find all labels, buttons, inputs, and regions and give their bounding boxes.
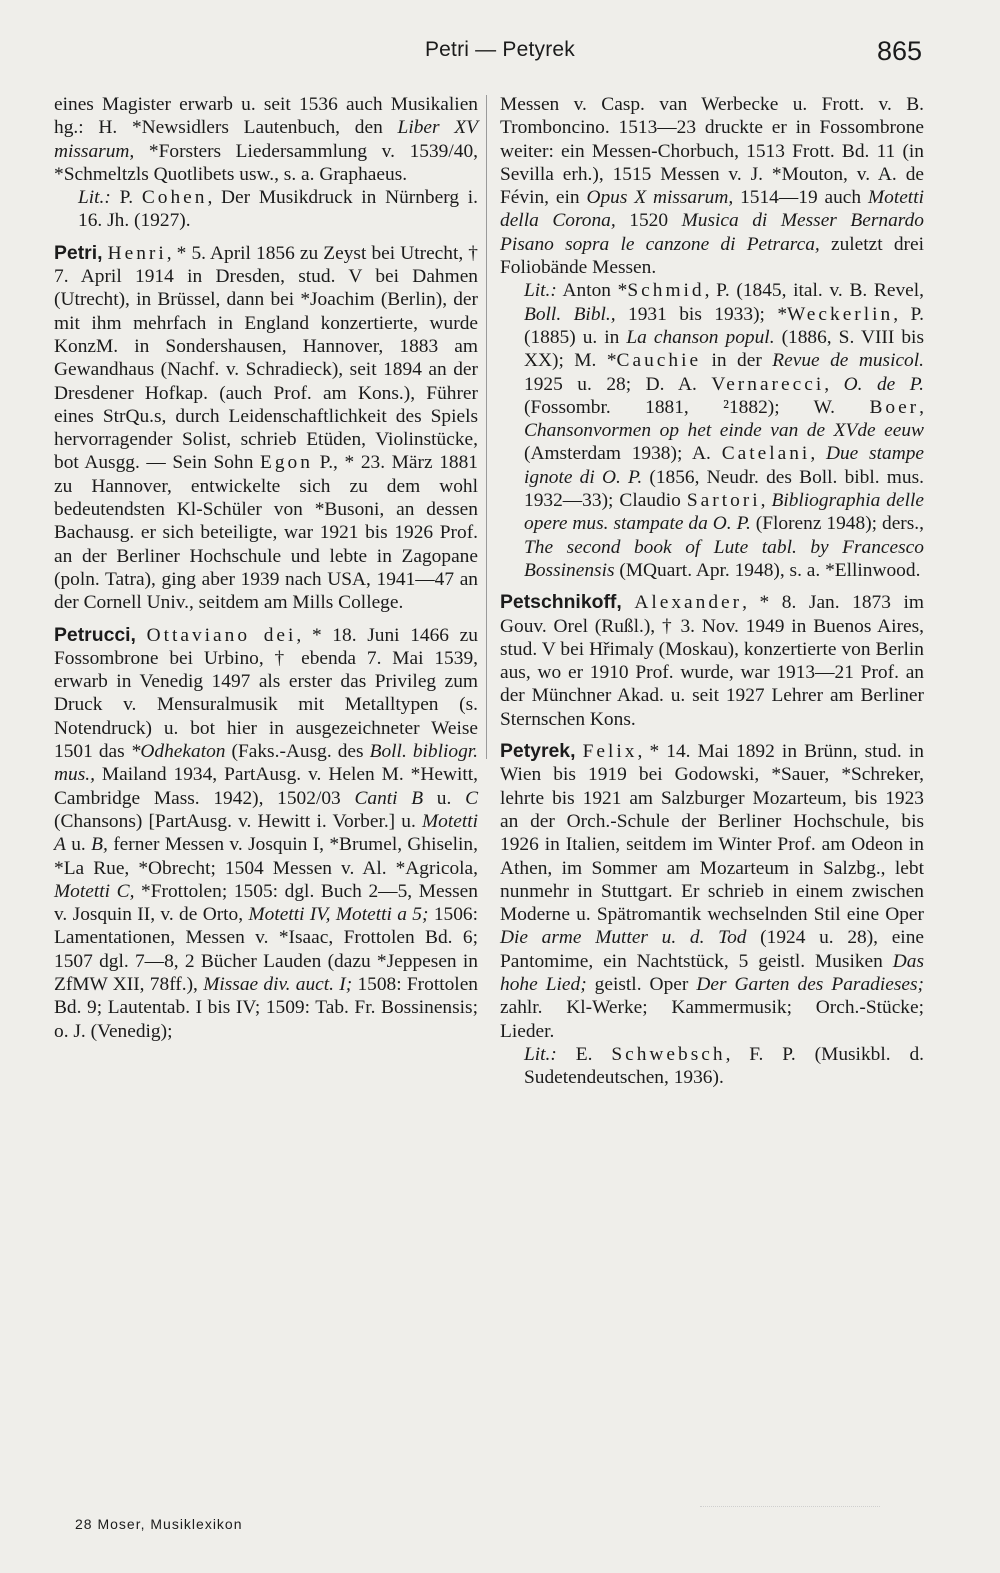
text-run: 1931 bis 1933); * <box>615 303 788 325</box>
text-run: 1514—19 auch <box>733 187 868 209</box>
literature-note <box>500 279 924 582</box>
text-run: , F. P. (Musikbl. d. Sudetendeutschen, 1936). <box>524 1043 924 1089</box>
text-run: Messen v. Casp. van Werbecke u. Frott. v. B. Tromboncino. 1513—23 druckte er in Fossombrone weiter: ein Messen-Chorbuch, 1513 Frott. Bd. 11 (in Sevilla erh.), 1515 Messen v. J. *Mouton, v. A. de Févin, ein <box>500 94 924 209</box>
text-run: *Forsters Liedersammlung v. 1539/40, *Schmeltzls Quotlibets usw., s. a. Graphaeus. <box>54 140 478 185</box>
text-run: (1924 u. 28), eine Pantomime, ein Nachtstück, 5 geistl. Musiken <box>500 927 924 972</box>
title-italic: Der Garten des Paradieses; <box>696 973 924 995</box>
right-column <box>500 93 924 1089</box>
headword: Petri, <box>54 241 103 264</box>
author-spaced: Weckerlin <box>787 303 894 325</box>
author-spaced: Sartori <box>686 490 761 512</box>
text-run: , <box>824 373 844 395</box>
title-italic: Die arme Mutter u. d. Tod <box>500 927 747 949</box>
title-italic: C <box>465 787 478 809</box>
text-run: eines Magister erwarb u. seit 1536 auch Musikalien hg.: H. *Newsidlers Lautenbuch, den <box>54 94 478 139</box>
text-run: 1508: Frottolen Bd. 9; Lautentab. I bis IV; 1509: Tab. Fr. Bossinensis; o. J. (Venedig); <box>54 973 478 1042</box>
title-italic: Missae div. auct. I; <box>203 973 353 995</box>
text-run: 1506: Lamentationen, Messen v. *Isaac, Frottolen Bd. 6; 1507 dgl. 7—8, 2 Bücher Lauden (dazu *Jeppesen in ZfMW XII, 78ff.), <box>54 904 478 995</box>
column-divider <box>486 95 487 759</box>
page-title: Petri — Petyrek <box>424 38 576 61</box>
text-run: , P. (1885) u. in <box>524 303 925 348</box>
lit-label: Lit.: <box>524 280 557 302</box>
text-run: 1925 u. 28; D. A. <box>524 373 712 395</box>
title-italic: Canti B <box>354 787 424 809</box>
headword: Petrucci, <box>54 623 136 646</box>
text-run: E. <box>556 1043 612 1065</box>
text-run: zuletzt drei Foliobände Messen. <box>500 233 924 279</box>
title-italic: Motetti della Corona, <box>500 187 924 232</box>
headword: Petschnikoff, <box>500 591 622 614</box>
text-run: P., * 23. März 1881 zu Hannover, entwickelte sich zu dem wohl bedeutendsten Kl-Schüler von *Busoni, an dessen Bachausg. er sich beteiligte, war 1921 bis 1926 Prof. an der Berliner Hochschule und lebte in Zagopane (poln. Tatra), ging aber 1939 nach USA, 1941—47 an der Cornell Univ., seitdem am Mills College. <box>54 452 478 614</box>
author-spaced: Cohen <box>141 187 208 209</box>
print-blemish <box>700 1506 880 1513</box>
author-spaced: Schwebsch <box>611 1043 726 1065</box>
text-run: (MQuart. Apr. 1948), s. a. *Ellinwood. <box>614 559 921 581</box>
left-column <box>54 93 478 1043</box>
title-italic: Due stampe ignote di O. P. <box>524 443 924 488</box>
text-run: Mailand 1934, PartAusg. v. Helen M. *Hewitt, Cambridge Mass. 1942), 1502/03 <box>54 764 478 809</box>
given-name-spaced: Ottaviano dei <box>146 624 297 646</box>
running-head <box>0 36 1000 66</box>
given-name-spaced: Alexander <box>634 592 743 614</box>
text-run: 1520 <box>615 210 682 232</box>
text-run: , * 5. April 1856 zu Zeyst bei Utrecht, † 7. April 1914 in Dresden, stud. V bei Dahmen (Utrecht), in Brüssel, dann bei *Joachim (Berlin), der mit ihm mehrfach in England konzertierte, wurde KonzM. in Sondershausen, Hannover, 1883 am Gewandhaus (Nachf. v. Schradieck), seit 1894 an der Dresdener Hofkap. (auch Prof. am Kons.), Führer eines StrQu.s, durch Leidenschaftlichkeit des Spiels hervorragender Solist, schrieb Etüden, Violinstücke, bot Ausgg. — Sein Sohn <box>54 242 478 474</box>
author-spaced: Schmid <box>627 280 705 302</box>
title-italic: La chanson popul. <box>626 326 775 348</box>
text-run: P. <box>110 187 142 209</box>
title-italic: Das hohe Lied; <box>500 950 924 995</box>
text-run: u. <box>423 787 466 809</box>
title-italic: Chansonvormen op het einde van de XVde eeuw <box>524 420 924 442</box>
text-run: , Der Musikdruck in Nürnberg i. 16. Jh. (1927). <box>78 187 478 232</box>
author-spaced: Catelani <box>721 443 811 465</box>
text-run: (1886, S. VIII bis XX); M. * <box>524 326 924 372</box>
text-run: zahlr. Kl-Werke; Kammermusik; Orch.-Stücke; Lieder. <box>500 997 924 1042</box>
title-italic: Musica di Messer Bernardo Pisano sopra le canzone di Petrarca, <box>500 210 924 255</box>
text-run: , * 14. Mai 1892 in Brünn, stud. in Wien bis 1919 bei Godowski, *Sauer, *Schreker, lehrte bis 1921 am Salzburger Mozarteum, bis 1923 an der Orch.-Schule der Berliner Hochschule, bis 1926 in Italien, seitdem im Winter Prof. am Odeon in Athen, im Sommer am Mozarteum in Salzbg., lebt nunmehr in Stuttgart. Er schrieb in einem zwischen Moderne u. Spätromantik wechselnden Stil eine Oper <box>500 741 924 926</box>
text-run: (Chansons) [PartAusg. v. Hewitt i. Vorber.] u. <box>54 810 422 832</box>
lit-label: Lit.: <box>524 1043 557 1065</box>
author-spaced: Vernarecci <box>711 373 825 395</box>
given-name-spaced: Egon <box>260 452 313 474</box>
title-italic: B, <box>91 834 108 856</box>
text-run: *Frottolen; 1505: dgl. Buch 2—5, Messen v. Josquin II, v. de Orto, <box>54 880 478 926</box>
title-italic: Boll. bibliogr. mus., <box>54 741 479 786</box>
given-name-spaced: Felix <box>582 741 638 763</box>
text-run: , * 18. Juni 1466 zu Fossombrone bei Urbino, † ebenda 7. Mai 1539, erwarb in Venedig 1497 als erster das Privileg zum Druck v. Mensuralmusik mit Metalltypen (s. Notendruck) u. bot hier in ausgezeichneter Weise 1501 das <box>54 624 478 763</box>
title-italic: Bibliographia delle opere mus. stampate da O. P. <box>524 490 924 535</box>
entry-petyrek <box>500 740 924 1043</box>
text-run: (Fossombr. 1881, ²1882); W. <box>524 396 870 418</box>
headword: Petyrek, <box>500 740 576 763</box>
text-run: u. <box>65 834 92 856</box>
title-italic: Boll. Bibl., <box>524 303 616 325</box>
text-run: , P. (1845, ital. v. B. Revel, <box>704 280 924 302</box>
text-run: , * 8. Jan. 1873 im Gouv. Orel (Rußl.), † 3. Nov. 1949 in Buenos Aires, stud. V bei Hřimaly (Moskau), konzertierte von Berlin aus, wo er 1910 Prof. wurde, war 1913—21 Prof. an der Münchner Akad. u. seit 1927 Lehrer am Berliner Sternschen Kons. <box>500 592 924 730</box>
text-run: , <box>919 396 924 418</box>
text-run: geistl. Oper <box>586 973 697 995</box>
title-italic: Motetti A <box>54 810 478 856</box>
text-run: ferner Messen v. Josquin I, *Brumel, Ghiselin, *La Rue, *Obrecht; 1504 Messen v. Al. *Agricola, <box>54 834 478 879</box>
literature-note <box>500 1043 924 1090</box>
text-run: (Amsterdam 1938); A. <box>524 443 722 465</box>
text-run: Anton * <box>556 280 628 302</box>
text-run: (Florenz 1948); ders., <box>750 513 925 535</box>
title-italic: Revue de musicol. <box>772 350 924 372</box>
title-italic: Motetti IV, Motetti a 5; <box>248 904 429 926</box>
title-italic: *Odhekaton <box>130 741 226 763</box>
entry-petri <box>54 242 478 615</box>
text-run: (Faks.-Ausg. des <box>225 741 370 763</box>
text-run: (1856, Neudr. des Boll. bibl. mus. 1932—33); Claudio <box>524 466 924 512</box>
signature-mark: 28 Moser, Musiklexikon <box>75 1516 243 1532</box>
author-spaced: Cauchie <box>616 350 702 372</box>
text-run: , <box>760 490 772 512</box>
entry-petschnikoff <box>500 591 924 731</box>
author-spaced: Boer <box>869 396 920 418</box>
text-run: in der <box>701 350 773 372</box>
text-run: , <box>810 443 826 465</box>
entry-continuation <box>54 93 478 186</box>
entry-petrucci <box>54 624 478 1043</box>
lit-label: Lit.: <box>78 187 111 209</box>
page-number: 865 <box>877 36 923 66</box>
title-italic: Opus X missarum, <box>586 187 734 209</box>
title-italic: O. de P. <box>843 373 924 395</box>
title-italic: The second book of Lute tabl. by Francesco Bossinensis <box>524 536 924 581</box>
title-italic: Motetti C, <box>54 880 135 902</box>
literature-note <box>54 186 478 233</box>
title-italic: Liber XV missarum, <box>54 117 478 162</box>
entry-continuation <box>500 93 924 279</box>
given-name-spaced: Henri <box>107 242 167 264</box>
